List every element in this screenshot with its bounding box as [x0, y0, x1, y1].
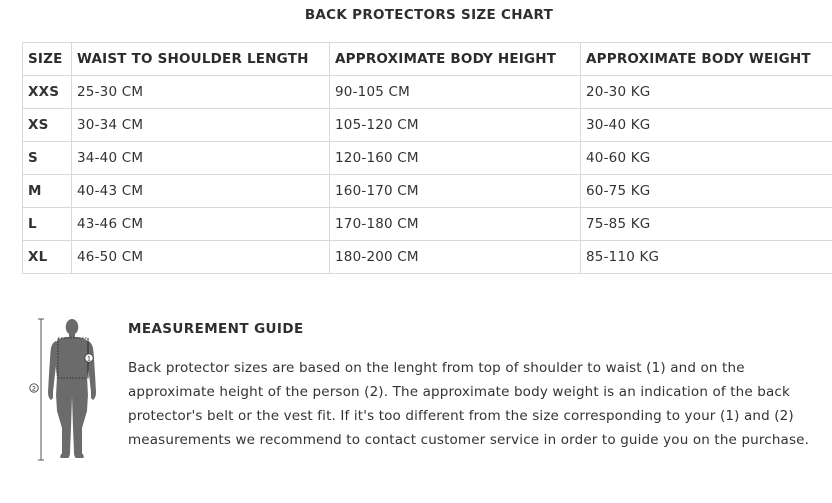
header-body-weight: APPROXIMATE BODY WEIGHT: [581, 43, 832, 76]
measurement-guide-title: MEASUREMENT GUIDE: [128, 321, 304, 337]
table-row: [23, 241, 832, 274]
body-height-cell: 105-120 CM: [330, 109, 581, 142]
size-chart-table: [22, 42, 832, 274]
waist-to-shoulder-cell: 46-50 CM: [72, 241, 330, 274]
table-row: [23, 175, 832, 208]
body-weight-cell: 75-85 KG: [581, 208, 832, 241]
body-weight-cell: 30-40 KG: [581, 109, 832, 142]
waist-to-shoulder-cell: 30-34 CM: [72, 109, 330, 142]
size-cell: XL: [23, 241, 72, 274]
torso-marker-label: 1: [86, 354, 92, 363]
page-title: BACK PROTECTORS SIZE CHART: [304, 7, 554, 23]
body-silhouette: [48, 319, 96, 458]
size-cell: XXS: [23, 76, 72, 109]
header-size: SIZE: [23, 43, 72, 76]
body-height-cell: 160-170 CM: [330, 175, 581, 208]
table-row: [23, 142, 832, 175]
header-body-height: APPROXIMATE BODY HEIGHT: [330, 43, 581, 76]
waist-to-shoulder-cell: 25-30 CM: [72, 76, 330, 109]
body-height-cell: 170-180 CM: [330, 208, 581, 241]
body-weight-cell: 60-75 KG: [581, 175, 832, 208]
height-marker-label: 2: [31, 384, 37, 393]
table-row: [23, 109, 832, 142]
size-cell: L: [23, 208, 72, 241]
body-weight-cell: 40-60 KG: [581, 142, 832, 175]
table-row: [23, 76, 832, 109]
table-header-row: [23, 43, 832, 76]
waist-to-shoulder-cell: 40-43 CM: [72, 175, 330, 208]
body-weight-cell: 85-110 KG: [581, 241, 832, 274]
header-waist-to-shoulder: WAIST TO SHOULDER LENGTH: [72, 43, 330, 76]
size-cell: S: [23, 142, 72, 175]
size-cell: XS: [23, 109, 72, 142]
table-row: [23, 208, 832, 241]
waist-to-shoulder-cell: 43-46 CM: [72, 208, 330, 241]
measurement-guide-text: Back protector sizes are based on the lenght from top of shoulder to waist (1) and on the approximate height of the person (2). The approximate body weight is an indication of the back protector's belt or the vest fit. If it's too different from the size corresponding to your (1) and (2) measurements we recommend to contact customer service in order to guide you on the purchase.: [128, 360, 810, 448]
body-height-cell: 120-160 CM: [330, 142, 581, 175]
size-cell: M: [23, 175, 72, 208]
human-silhouette-icon: [26, 316, 110, 464]
body-height-cell: 180-200 CM: [330, 241, 581, 274]
body-height-cell: 90-105 CM: [330, 76, 581, 109]
waist-to-shoulder-cell: 34-40 CM: [72, 142, 330, 175]
body-weight-cell: 20-30 KG: [581, 76, 832, 109]
